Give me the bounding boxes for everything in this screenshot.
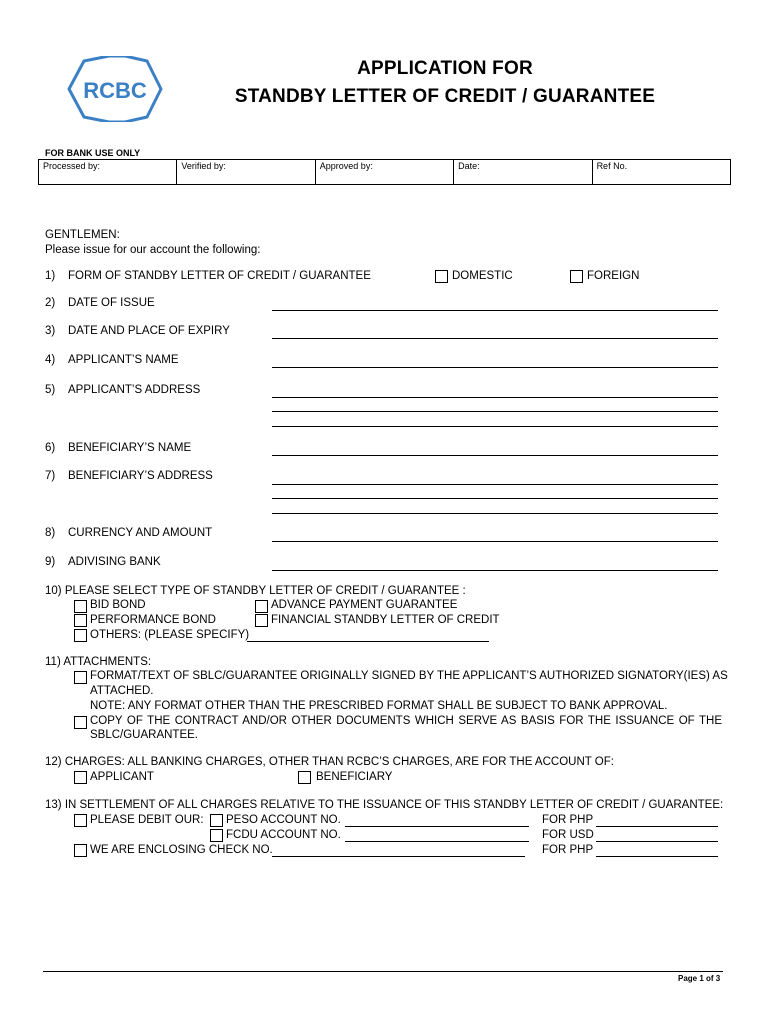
- beneficiary-address-field-1[interactable]: [272, 484, 718, 485]
- performance-bond-label: PERFORMANCE BOND: [90, 614, 216, 626]
- item-label-currency-amount: CURRENCY AND AMOUNT: [68, 527, 213, 539]
- charges-beneficiary-checkbox[interactable]: [298, 771, 311, 784]
- others-checkbox[interactable]: [74, 629, 87, 642]
- item-number: 3): [45, 325, 56, 337]
- item-number: 2): [45, 297, 56, 309]
- verified-by-cell[interactable]: Verified by:: [177, 160, 315, 185]
- financial-standby-label: FINANCIAL STANDBY LETTER OF CREDIT: [271, 614, 500, 626]
- item-number: 7): [45, 470, 56, 482]
- format-text-checkbox[interactable]: [74, 671, 87, 684]
- bid-bond-label: BID BOND: [90, 599, 146, 611]
- advising-bank-field[interactable]: [272, 570, 718, 571]
- performance-bond-checkbox[interactable]: [74, 614, 87, 627]
- advance-payment-checkbox[interactable]: [255, 600, 268, 613]
- others-label: OTHERS: (PLEASE SPECIFY): [90, 629, 250, 641]
- charges-applicant-checkbox[interactable]: [74, 771, 87, 784]
- item-label-form: FORM OF STANDBY LETTER OF CREDIT / GUARANTEE: [68, 270, 371, 282]
- item-label-date-of-issue: DATE OF ISSUE: [68, 297, 155, 309]
- foreign-checkbox[interactable]: [570, 270, 583, 283]
- check-number-field[interactable]: [272, 856, 525, 857]
- copy-contract-checkbox[interactable]: [74, 716, 87, 729]
- attachment-note: NOTE: ANY FORMAT OTHER THAN THE PRESCRIBED FORMAT SHALL BE SUBJECT TO BANK APPROVAL.: [90, 700, 668, 712]
- item-label-applicant-name: APPLICANT’S NAME: [68, 354, 179, 366]
- advance-payment-label: ADVANCE PAYMENT GUARANTEE: [271, 599, 458, 611]
- for-php-label-2: FOR PHP: [542, 844, 594, 856]
- currency-amount-field[interactable]: [272, 541, 718, 542]
- attachment1-line1: FORMAT/TEXT OF SBLC/GUARANTEE ORIGINALLY SIGNED BY THE APPLICANT’S AUTHORIZED SIGNATORY(IES) AS: [90, 670, 728, 682]
- attachment1-line2: ATTACHED.: [90, 685, 154, 697]
- applicant-address-field-1[interactable]: [272, 397, 718, 398]
- peso-account-label: PESO ACCOUNT NO.: [226, 814, 341, 826]
- attachment2-line1: COPY OF THE CONTRACT AND/OR OTHER DOCUMENTS WHICH SERVE AS BASIS FOR THE ISSUANCE OF THE: [90, 715, 722, 727]
- ref-no-cell[interactable]: Ref No.: [592, 160, 730, 185]
- applicant-address-field-2[interactable]: [272, 411, 718, 412]
- date-of-issue-field[interactable]: [272, 310, 718, 311]
- for-php-label: FOR PHP: [542, 814, 594, 826]
- peso-account-field[interactable]: [345, 826, 529, 827]
- foreign-label: FOREIGN: [587, 270, 640, 282]
- title-line2: STANDBY LETTER OF CREDIT / GUARANTEE: [234, 86, 656, 107]
- bank-use-label: FOR BANK USE ONLY: [45, 148, 141, 158]
- logo-text: RCBC: [83, 78, 147, 103]
- item-number: 6): [45, 442, 56, 454]
- bid-bond-checkbox[interactable]: [74, 600, 87, 613]
- rcbc-logo: [67, 56, 163, 122]
- footer-divider: [43, 971, 723, 972]
- salutation: GENTLEMEN:: [45, 229, 120, 241]
- item10-heading: 10) PLEASE SELECT TYPE OF STANDBY LETTER OF CREDIT / GUARANTEE :: [45, 585, 466, 597]
- usd-amount-field[interactable]: [596, 841, 718, 842]
- fcdu-account-checkbox[interactable]: [210, 829, 223, 842]
- item-number: 4): [45, 354, 56, 366]
- others-specify-field[interactable]: [247, 641, 489, 642]
- bank-use-table: [38, 159, 731, 185]
- domestic-checkbox[interactable]: [435, 270, 448, 283]
- applicant-name-field[interactable]: [272, 367, 718, 368]
- expiry-field[interactable]: [272, 338, 718, 339]
- beneficiary-address-field-3[interactable]: [272, 513, 718, 514]
- charges-beneficiary-label: BENEFICIARY: [316, 771, 393, 783]
- processed-by-cell[interactable]: Processed by:: [39, 160, 177, 185]
- instruction: Please issue for our account the following:: [45, 244, 261, 256]
- please-debit-label: PLEASE DEBIT OUR:: [90, 814, 204, 826]
- item-number: 1): [45, 270, 56, 282]
- enclosing-check-checkbox[interactable]: [74, 844, 87, 857]
- check-amount-field[interactable]: [596, 856, 718, 857]
- please-debit-checkbox[interactable]: [74, 814, 87, 827]
- peso-amount-field[interactable]: [596, 826, 718, 827]
- item11-heading: 11) ATTACHMENTS:: [45, 656, 152, 668]
- applicant-address-field-3[interactable]: [272, 426, 718, 427]
- item13-heading: 13) IN SETTLEMENT OF ALL CHARGES RELATIVE TO THE ISSUANCE OF THIS STANDBY LETTER OF CREDIT / GUARANTEE:: [45, 799, 724, 811]
- beneficiary-name-field[interactable]: [272, 455, 718, 456]
- attachment2-line2: SBLC/GUARANTEE.: [90, 729, 198, 741]
- item-number: 8): [45, 527, 56, 539]
- peso-account-checkbox[interactable]: [210, 814, 223, 827]
- fcdu-account-label: FCDU ACCOUNT NO.: [226, 829, 341, 841]
- item-label-applicant-address: APPLICANT’S ADDRESS: [68, 384, 201, 396]
- item-label-advising-bank: ADIVISING BANK: [68, 556, 161, 568]
- approved-by-cell[interactable]: Approved by:: [315, 160, 453, 185]
- date-cell[interactable]: Date:: [454, 160, 592, 185]
- item-label-expiry: DATE AND PLACE OF EXPIRY: [68, 325, 230, 337]
- item12-heading: 12) CHARGES: ALL BANKING CHARGES, OTHER THAN RCBC’S CHARGES, ARE FOR THE ACCOUNT OF:: [45, 756, 614, 768]
- beneficiary-address-field-2[interactable]: [272, 498, 718, 499]
- charges-applicant-label: APPLICANT: [90, 771, 154, 783]
- fcdu-account-field[interactable]: [345, 841, 529, 842]
- domestic-label: DOMESTIC: [452, 270, 513, 282]
- page-number: Page 1 of 3: [678, 974, 721, 983]
- item-number: 9): [45, 556, 56, 568]
- financial-standby-checkbox[interactable]: [255, 614, 268, 627]
- item-number: 5): [45, 384, 56, 396]
- item-label-beneficiary-name: BENEFICIARY’S NAME: [68, 442, 192, 454]
- enclosing-check-label: WE ARE ENCLOSING CHECK NO.: [90, 844, 273, 856]
- title-line1: APPLICATION FOR: [357, 58, 533, 79]
- for-usd-label: FOR USD: [542, 829, 594, 841]
- item-label-beneficiary-address: BENEFICIARY’S ADDRESS: [68, 470, 213, 482]
